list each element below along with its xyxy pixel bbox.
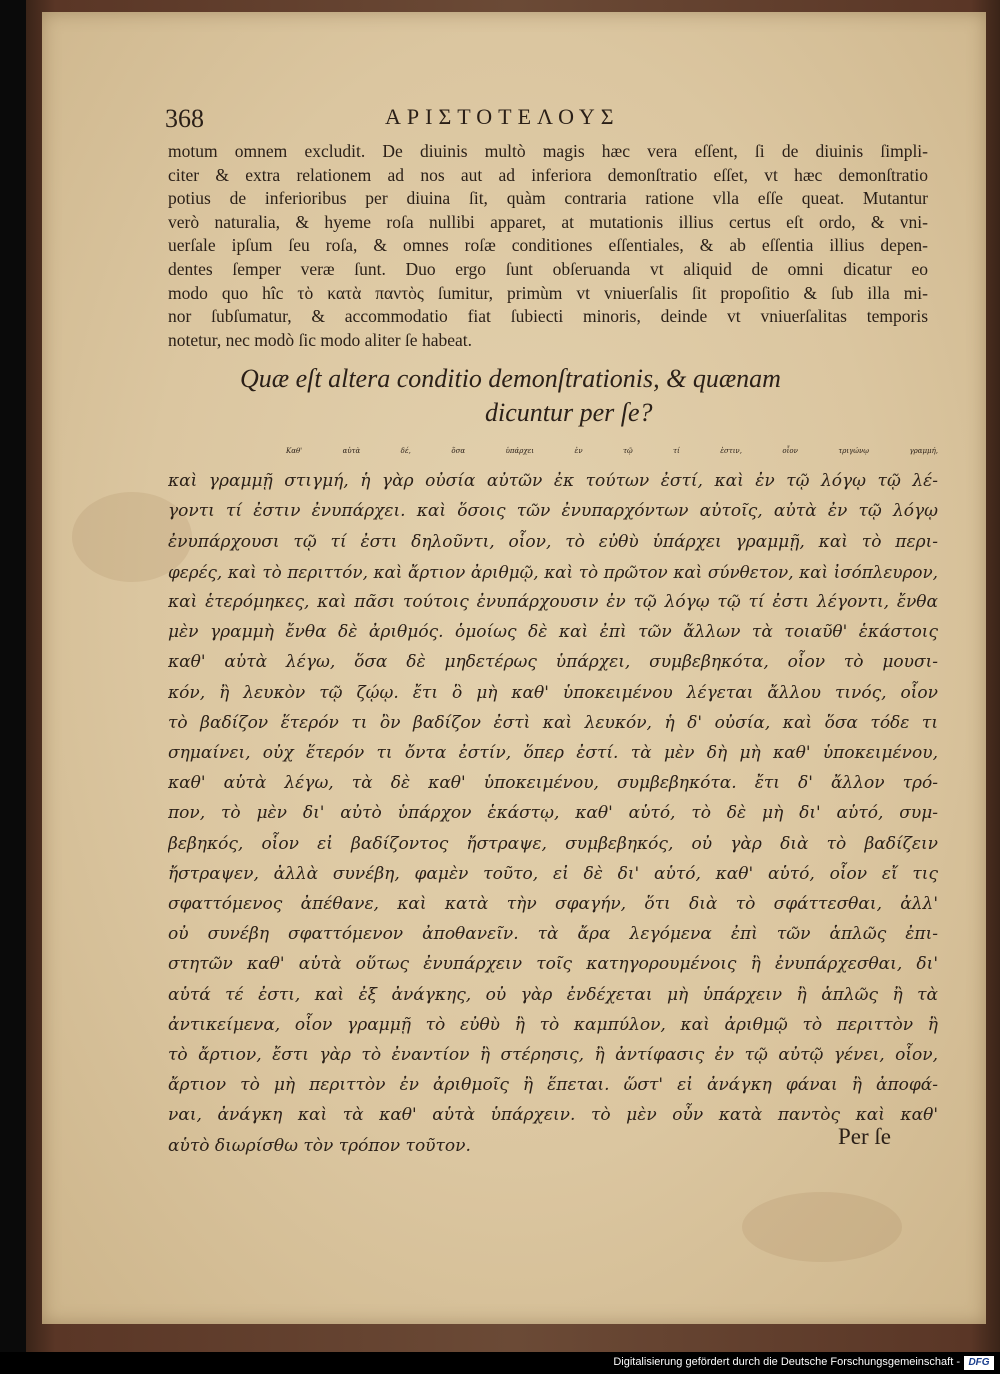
greek-line: καὶ ἑτερόμηκες, καὶ πᾶσι τούτοις ἐνυπάρχουσιν ἐν τῷ λόγῳ τῷ τί ἐστι λέγοντι, ἔνθα bbox=[168, 592, 938, 613]
latin-line: citer & extra relationem ad nos aut ad inferiora demonſtratio eſſet, vt hæc demonſtratio bbox=[168, 164, 928, 185]
greek-line: μὲν γραμμὴ ἔνθα δὲ ἀριθμός. ὁμοίως δὲ καὶ ἐπὶ τῶν ἄλλων τὰ τοιαῦθ' ἑκάστοις bbox=[168, 622, 938, 643]
paper-stain bbox=[742, 1192, 902, 1262]
latin-line: motum omnem excludit. De diuinis multò magis hæc vera eſſent, ſi de diuinis ſimpli- bbox=[168, 141, 928, 161]
latin-line: uerſale ipſum ſeu roſa, & omnes roſæ conditiones eſſentiales, & ab eſſentia illius depen- bbox=[168, 235, 928, 256]
greek-line: καὶ γραμμῇ στιγμή, ἡ γὰρ οὐσία αὐτῶν ἐκ τούτων ἐστί, καὶ ἐν τῷ λόγῳ τῷ λέ- bbox=[168, 471, 938, 492]
latin-commentary bbox=[168, 140, 928, 352]
greek-line: ναι, ἀνάγκη καὶ τὰ καθ' αὑτὰ ὑπάρχειν. τὸ μὲν οὖν κατὰ παντὸς καὶ καθ' bbox=[168, 1105, 938, 1126]
latin-line: dentes ſemper veræ ſunt. Duo ergo ſunt obſeruanda vt aliquid de omni dicatur eo bbox=[168, 258, 928, 279]
greek-line: αὑτὸ διωρίσθω τὸν τρόπον τοῦτον. bbox=[168, 1135, 471, 1156]
greek-line: ἀντικείμενα, οἷον γραμμῇ τὸ εὐθὺ ἢ τὸ καμπύλον, καὶ ἀριθμῷ τὸ περιττὸν ἢ bbox=[168, 1014, 938, 1035]
greek-line: ἐνυπάρχουσι τῷ τί ἐστι δηλοῦντι, οἷον, τὸ εὐθὺ ὑπάρχει γραμμῇ, καὶ τὸ περι- bbox=[168, 531, 938, 552]
greek-line: καθ' αὑτὰ λέγω, ὅσα δὲ μηδετέρως ὑπάρχει, συμβεβηκότα, οἷον τὸ μουσι- bbox=[168, 652, 938, 673]
greek-line: σημαίνει, οὐχ ἕτερόν τι ὄντα ἐστίν, ὅπερ ἐστί. τὰ μὲν δὴ μὴ καθ' ὑποκειμένου, bbox=[168, 743, 938, 764]
greek-line: ἄρτιον τὸ μὴ περιττὸν ἐν ἀριθμοῖς ἢ ἕπεται. ὥστ' εἰ ἀνάγκη φάναι ἢ ἀποφά- bbox=[168, 1075, 938, 1096]
greek-line: σφαττόμενος ἀπέθανε, καὶ κατὰ τὴν σφαγήν, ὅτι διὰ τὸ σφάττεσθαι, ἀλλ' bbox=[168, 894, 938, 915]
greek-line: στητῶν καθ' αὑτὰ οὕτως ἐνυπάρχειν τοῖς κατηγορουμένοις ἢ ἐνυπάρχεσθαι, δι' bbox=[168, 954, 938, 975]
page-number: 368 bbox=[165, 104, 204, 133]
dfg-logo: DFG bbox=[964, 1356, 994, 1370]
greek-line: πον, τὸ μὲν δι' αὐτὸ ὑπάρχον ἑκάστῳ, καθ' αὑτό, τὸ δὲ μὴ δι' αὑτό, συμ- bbox=[168, 803, 938, 824]
latin-line: potius de inferioribus per diuina ſit, quàm contraria ratione vlla eſſe queat. Mutantur bbox=[168, 188, 928, 209]
greek-line: γοντι τί ἐστιν ἐνυπάρχει. καὶ ὅσοις τῶν ἐνυπαρχόντων αὐτοῖς, αὐτὰ ἐν τῷ λόγῳ bbox=[168, 501, 938, 522]
funding-credit: Digitalisierung gefördert durch die Deutsche Forschungsgemeinschaft - bbox=[613, 1356, 960, 1368]
section-heading-line: Quæ eſt altera conditio demonſtrationis, & quænam bbox=[240, 364, 781, 393]
greek-line: αὑτά τέ ἐστι, καὶ ἐξ ἀνάγκης, οὐ γὰρ ἐνδέχεται μὴ ὑπάρχειν ἢ ἁπλῶς ἢ τὰ bbox=[168, 984, 938, 1005]
greek-line: φερές, καὶ τὸ περιττόν, καὶ ἄρτιον ἀριθμῷ, καὶ τὸ πρῶτον καὶ σύνθετον, καὶ ἰσόπλευρον, bbox=[168, 561, 938, 582]
latin-line: modo quo hîc τὸ κατὰ παντὸς ſumitur, primùm vt vniuerſalis ſit propoſitio & ſub illa mi- bbox=[168, 282, 928, 303]
running-title: ΑΡΙΣΤΟΤΕΛΟΥΣ bbox=[385, 104, 620, 129]
greek-line: οὐ συνέβη σφαττόμενον ἀποθανεῖν. τὰ ἄρα λεγόμενα ἐπὶ τῶν ἁπλῶς ἐπι- bbox=[168, 924, 938, 945]
greek-line: Καθ' αὑτὰ δέ, ὅσα ὑπάρχει ἐν τῷ τί ἐστιν, οἷον τριγώνῳ γραμμή, bbox=[286, 447, 938, 455]
greek-line: βεβηκός, οἷον εἰ βαδίζοντος ἤστραψε, συμβεβηκός, οὐ γὰρ διὰ τὸ βαδίζειν bbox=[168, 833, 938, 854]
catchword: Per ſe bbox=[838, 1124, 892, 1149]
greek-text bbox=[168, 436, 938, 1161]
section-heading bbox=[240, 362, 860, 430]
latin-line: verò naturalia, & hyeme roſa nullibi apparet, at mutationis illius certus eſt ordo, & vni- bbox=[168, 211, 928, 232]
greek-line: τὸ ἄρτιον, ἔστι γὰρ τὸ ἐναντίον ἢ στέρησις, ἢ ἀντίφασις ἐν τῷ αὐτῷ γένει, οἷον, bbox=[168, 1045, 938, 1066]
greek-line: τὸ βαδίζον ἕτερόν τι ὂν βαδίζον ἐστὶ καὶ λευκόν, ἡ δ' οὐσία, καὶ ὅσα τόδε τι bbox=[168, 712, 938, 733]
page-header bbox=[165, 100, 925, 140]
footer-bar bbox=[0, 1352, 1000, 1374]
latin-line: nor ſubſumatur, & accommodatio fiat ſubiecti minoris, deinde vt vniuerſalitas temporis bbox=[168, 306, 928, 327]
greek-line: ἤστραψεν, ἀλλὰ συνέβη, φαμὲν τοῦτο, εἰ δὲ δι' αὑτό, καθ' αὑτό, οἷον εἴ τις bbox=[168, 863, 938, 884]
latin-line: notetur, nec modò ſic modo aliter ſe habeat. bbox=[168, 329, 472, 350]
greek-line: καθ' αὑτὰ λέγω, τὰ δὲ καθ' ὑποκειμένου, συμβεβηκότα. ἔτι δ' ἄλλον τρό- bbox=[168, 773, 938, 794]
greek-line: κόν, ἢ λευκὸν τῷ ζῴῳ. ἔτι ὃ μὴ καθ' ὑποκειμένου λέγεται ἄλλου τινός, οἷον bbox=[168, 682, 938, 703]
section-heading-line: dicuntur per ſe? bbox=[485, 398, 653, 427]
